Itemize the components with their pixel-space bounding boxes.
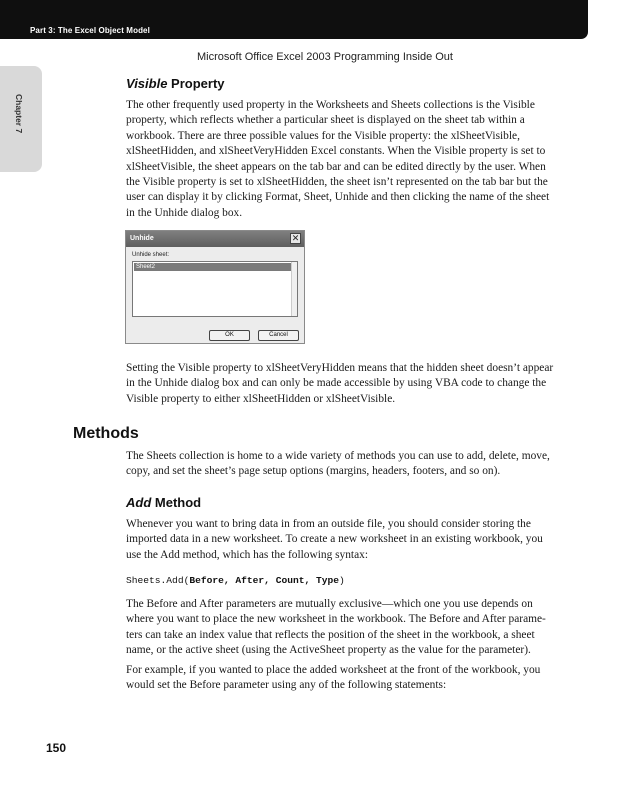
text-line: use the Add method, which has the following syntax: (126, 548, 369, 561)
paragraph-example (126, 663, 568, 694)
code-prefix: Sheets.Add( (126, 575, 190, 586)
add-heading-italic: Add (126, 495, 152, 510)
close-icon[interactable]: ✕ (291, 233, 300, 243)
text-line: user can display it by clicking Format, Sheet, Unhide and then clicking the name of the sheet (126, 191, 550, 204)
text-line: xlSheetHidden, and xlSheetVeryHidden Excel constants. When the Visible property is set to (126, 145, 546, 158)
text-line: The other frequently used property in the Worksheets and Sheets collections is the Visible (126, 99, 535, 111)
text-line: in the Unhide dialog box and can only be made accessible by using VBA code to change the (126, 377, 547, 390)
page-number: 150 (46, 741, 67, 755)
sheet-listbox[interactable] (132, 261, 298, 317)
add-method-heading (126, 495, 201, 510)
dialog-list-label: Unhide sheet: (132, 252, 170, 258)
visible-property-heading (126, 76, 225, 91)
paragraph-methods-intro (126, 449, 568, 480)
text-line: in the Unhide dialog box. (126, 206, 243, 219)
methods-heading: Methods (73, 425, 139, 442)
text-line: Visible property to either xlSheetHidden or xlSheetVisible. (126, 392, 396, 405)
paragraph-before-after (126, 597, 568, 659)
text-line: where you want to place the new worksheet in the workbook. The Before and After parame- (126, 613, 546, 626)
text-line: imported data in a new worksheet. To create a new worksheet in an existing workbook, you (126, 533, 543, 546)
text-line: Whenever you want to bring data in from an outside file, you should consider storing the (126, 518, 531, 530)
dialog-title: Unhide (130, 235, 154, 242)
code-suffix: ) (339, 575, 345, 586)
text-line: name, or the active sheet (using the ActiveSheet property as the value for the parameter). (126, 644, 531, 657)
list-item[interactable]: Sheet2 (134, 263, 295, 271)
text-line: Setting the Visible property to xlSheetVeryHidden means that the hidden sheet doesn’t appear (126, 362, 554, 374)
cancel-button[interactable]: Cancel (258, 330, 299, 341)
paragraph-very-hidden (126, 361, 568, 407)
text-line: copy, and set the sheet’s page setup options (margins, headers, footers, and so on). (126, 465, 501, 478)
visible-heading-rest: Property (167, 76, 225, 91)
code-params: Before, After, Count, Type (189, 575, 340, 586)
paragraph-visible-intro (126, 98, 568, 221)
book-title: Microsoft Office Excel 2003 Programming Inside Out (197, 51, 453, 63)
text-line: property, which reflects whether a particular sheet is displayed on the sheet tab within a (126, 114, 525, 127)
chapter-tab-label: Chapter 7 (14, 94, 24, 134)
visible-heading-italic: Visible (126, 76, 168, 91)
listbox-scrollbar[interactable] (291, 262, 297, 316)
text-line: The Before and After parameters are mutually exclusive—which one you use depends on (126, 598, 533, 610)
chapter-tab (0, 66, 42, 172)
top-header-bar (0, 0, 588, 39)
text-line: the Visible property is set to xlSheetHidden, the sheet isn’t represented on the tab bar but the (126, 176, 548, 189)
dialog-title-bar (126, 231, 304, 247)
part-label: Part 3: The Excel Object Model (30, 26, 150, 35)
text-line: ters can take an index value that reflects the position of the sheet in the workbook, a sheet (126, 628, 535, 641)
paragraph-add-intro (126, 517, 568, 563)
add-heading-rest: Method (151, 495, 202, 510)
text-line: would set the Before parameter using any of the following statements: (126, 679, 447, 692)
text-line: workbook. There are three possible values for the Visible property: the xlSheetVisible, (126, 129, 520, 142)
code-syntax (126, 575, 345, 586)
unhide-dialog-screenshot (125, 230, 305, 344)
text-line: The Sheets collection is home to a wide variety of methods you can use to add, delete, move, (126, 450, 550, 462)
text-line: xlSheetVisible, the sheet appears on the tab bar and can be edited directly by the user. When (126, 160, 546, 173)
ok-button[interactable]: OK (209, 330, 250, 341)
text-line: For example, if you wanted to place the added worksheet at the front of the workbook, you (126, 664, 541, 676)
